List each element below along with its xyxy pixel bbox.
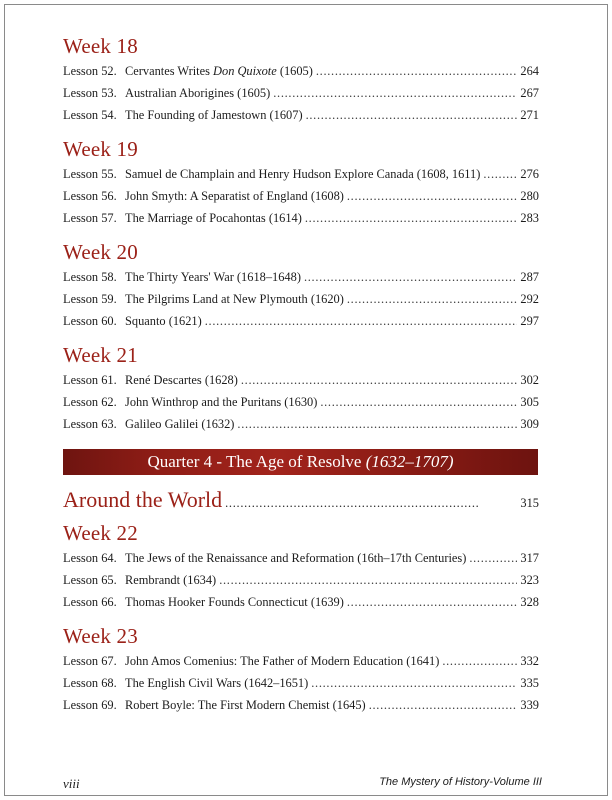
dot-leader [347,591,518,613]
lesson-page-number: 297 [520,314,539,328]
week-block [63,137,539,229]
lesson-title-text: The Founding of Jamestown (1607) [125,108,303,122]
lesson-title [125,207,302,229]
footer-page-number: viii [63,776,80,791]
lesson-page-number: 276 [520,167,539,181]
lesson-entry[interactable] [63,163,539,185]
lesson-title [125,369,238,391]
lesson-number: Lesson 57. [63,211,117,225]
lesson-number: Lesson 65. [63,573,117,587]
lesson-number: Lesson 60. [63,314,117,328]
lesson-list [63,547,539,613]
dot-leader [483,163,517,185]
lesson-page-number: 292 [520,292,539,306]
lesson-number: Lesson 68. [63,676,117,690]
lesson-title-text: The Thirty Years' War (1618–1648) [125,270,301,284]
lesson-page-number: 328 [520,595,539,609]
week-heading: Week 18 [63,34,138,58]
lesson-page-number: 280 [520,189,539,203]
lesson-page-number: 302 [520,373,539,387]
lesson-number: Lesson 69. [63,698,117,712]
dot-leader [225,496,517,511]
lesson-page-number: 267 [520,86,539,100]
lesson-number: Lesson 52. [63,64,117,78]
lesson-title-text: Rembrandt (1634) [125,573,217,587]
lesson-page-number: 287 [520,270,539,284]
lesson-page-number: 335 [520,676,539,690]
lesson-title-text: The Marriage of Pocahontas (1614) [125,211,302,225]
lesson-number: Lesson 62. [63,395,117,409]
lesson-entry[interactable] [63,547,539,569]
lesson-number: Lesson 59. [63,292,117,306]
lesson-title [125,104,303,126]
lesson-title-text: Australian Aborigines (1605) [125,86,271,100]
lesson-title [125,650,439,672]
lesson-number: Lesson 61. [63,373,117,387]
lesson-title-text: The English Civil Wars (1642–1651) [125,676,309,690]
lesson-title [125,266,301,288]
lesson-page-number: 323 [520,573,539,587]
dot-leader [369,694,518,716]
week-heading: Week 22 [63,521,138,545]
lesson-title [125,163,480,185]
lesson-entry[interactable] [63,672,539,694]
lesson-title [125,694,366,716]
lesson-title-text: René Descartes (1628) [125,373,238,387]
week-block [63,240,539,332]
lesson-page-number: 317 [520,551,539,565]
quarter-label: Quarter 4 - The Age of Resolve [147,452,366,471]
lesson-title-text: Robert Boyle: The First Modern Chemist (1645) [125,698,366,712]
dot-leader [316,60,518,82]
lesson-number: Lesson 58. [63,270,117,284]
week-block [63,521,539,613]
lesson-title [125,413,234,435]
weeks-before-section [63,34,539,435]
dot-leader [442,650,517,672]
lesson-title [125,310,202,332]
lesson-entry[interactable] [63,694,539,716]
lesson-title-text: Galileo Galilei (1632) [125,417,235,431]
week-heading: Week 21 [63,343,138,367]
lesson-title-text: The Pilgrims Land at New Plymouth (1620) [125,292,344,306]
dot-leader [469,547,517,569]
lesson-title-italic: Don Quixote [213,64,277,78]
lesson-entry[interactable] [63,413,539,435]
lesson-title-text: Squanto (1621) [125,314,202,328]
quarter-banner [63,449,538,475]
lesson-number: Lesson 56. [63,189,117,203]
dot-leader [347,185,518,207]
around-the-world-entry[interactable] [63,487,539,517]
week-heading: Week 23 [63,624,138,648]
dot-leader [219,569,517,591]
dot-leader [205,310,518,332]
lesson-title-text: Cervantes Writes [125,64,214,78]
around-the-world-page: 315 [520,496,539,510]
lesson-entry[interactable] [63,266,539,288]
dot-leader [237,413,517,435]
lesson-number: Lesson 67. [63,654,117,668]
lesson-page-number: 332 [520,654,539,668]
around-the-world-title: Around the World [63,487,223,512]
lesson-entry[interactable] [63,369,539,391]
lesson-title [125,391,317,413]
lesson-title [125,288,344,310]
quarter-dates: (1632–1707) [365,452,454,471]
lesson-list [63,60,539,126]
lesson-title-text: Thomas Hooker Founds Connecticut (1639) [125,595,344,609]
dot-leader [241,369,518,391]
lesson-title [125,60,313,82]
lesson-number: Lesson 53. [63,86,117,100]
lesson-title [125,591,344,613]
lesson-number: Lesson 54. [63,108,117,122]
lesson-list [63,369,539,435]
lesson-entry[interactable] [63,60,539,82]
week-heading: Week 20 [63,240,138,264]
lesson-title-suffix: (1605) [276,64,313,78]
dot-leader [305,207,518,229]
lesson-entry[interactable] [63,288,539,310]
lesson-page-number: 271 [520,108,539,122]
lesson-entry[interactable] [63,650,539,672]
lesson-title [125,547,466,569]
lesson-title-text: The Jews of the Renaissance and Reformation (16th–17th Centuries) [125,551,467,565]
table-of-contents [63,34,539,727]
lesson-number: Lesson 63. [63,417,117,431]
lesson-page-number: 283 [520,211,539,225]
lesson-entry[interactable] [63,207,539,229]
week-block [63,343,539,435]
dot-leader [304,266,517,288]
lesson-title [125,185,344,207]
dot-leader [273,82,517,104]
lesson-number: Lesson 64. [63,551,117,565]
lesson-list [63,163,539,229]
lesson-list [63,650,539,716]
lesson-title [125,672,308,694]
week-block [63,624,539,716]
lesson-title-text: Samuel de Champlain and Henry Hudson Explore Canada (1608, 1611) [125,167,481,181]
lesson-title [125,82,270,104]
lesson-title [125,569,216,591]
dot-leader [311,672,517,694]
footer-book-title: The Mystery of History-Volume III [379,776,542,788]
lesson-entry[interactable] [63,82,539,104]
lesson-page-number: 264 [520,64,539,78]
lesson-list [63,266,539,332]
lesson-page-number: 339 [520,698,539,712]
week-block [63,34,539,126]
lesson-number: Lesson 55. [63,167,117,181]
lesson-entry[interactable] [63,185,539,207]
lesson-entry[interactable] [63,569,539,591]
lesson-entry[interactable] [63,310,539,332]
dot-leader [320,391,517,413]
lesson-title-text: John Amos Comenius: The Father of Modern Education (1641) [125,654,440,668]
lesson-title-text: John Smyth: A Separatist of England (1608) [125,189,344,203]
lesson-entry[interactable] [63,391,539,413]
dot-leader [306,104,518,126]
lesson-entry[interactable] [63,591,539,613]
dot-leader [347,288,518,310]
lesson-title-text: John Winthrop and the Puritans (1630) [125,395,318,409]
lesson-entry[interactable] [63,104,539,126]
lesson-number: Lesson 66. [63,595,117,609]
lesson-page-number: 305 [520,395,539,409]
lesson-page-number: 309 [520,417,539,431]
week-heading: Week 19 [63,137,138,161]
weeks-after-section [63,521,539,716]
